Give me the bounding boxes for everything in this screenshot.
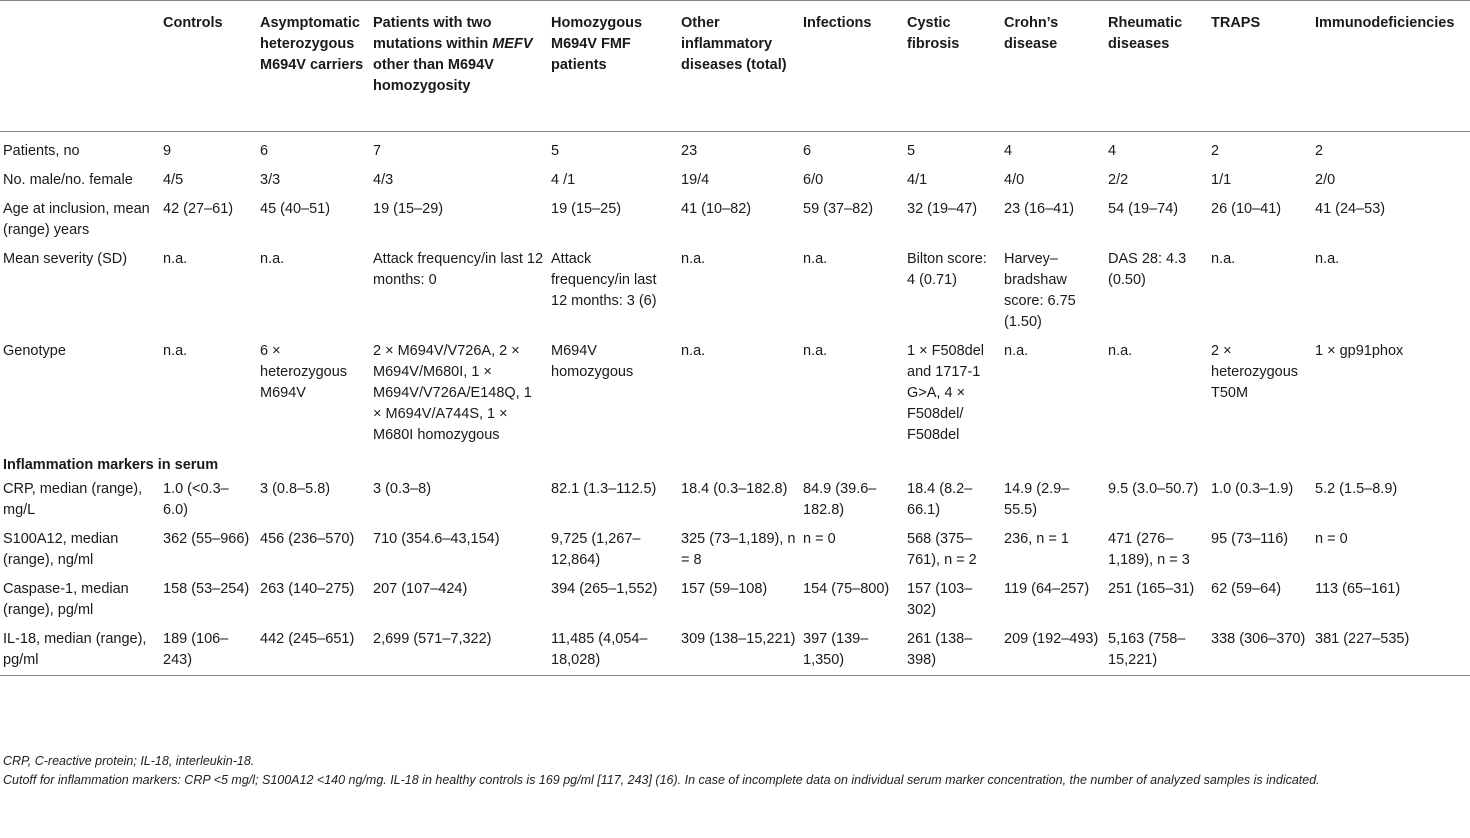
row-label: Genotype xyxy=(3,343,66,359)
table-cell: 4/0 xyxy=(1004,172,1025,188)
table-cell: 5 xyxy=(551,143,560,159)
table-cell: 325 (73–1,189), n = 8 xyxy=(681,531,796,568)
table-cell: Bilton score: 4 (0.71) xyxy=(907,251,987,288)
header-rheumatic: Rheumatic diseases xyxy=(1108,15,1183,52)
table-cell: 568 (375–761), n = 2 xyxy=(907,531,977,568)
table-cell: 82.1 (1.3–112.5) xyxy=(551,481,657,497)
table-cell: 23 (16–41) xyxy=(1004,201,1075,217)
table-cell: 42 (27–61) xyxy=(163,201,234,217)
table-cell: 261 (138–398) xyxy=(907,631,973,668)
table-cell: 1 × gp91phox xyxy=(1315,343,1404,359)
table-cell: Attack frequency/in last 12 months: 3 (6) xyxy=(551,251,657,309)
row-label: Patients, no xyxy=(3,143,80,159)
table-cell: 9,725 (1,267–12,864) xyxy=(551,531,641,568)
table-cell: 442 (245–651) xyxy=(260,631,355,647)
table-cell: 2 × M694V/V726A, 2 × M694V/M680I, 1 × M694V/V726A/E148Q, 1 × M694V/A744S, 1 × M680I homozygous xyxy=(373,343,532,443)
table-cell: n.a. xyxy=(163,343,188,359)
table-cell: 18.4 (0.3–182.8) xyxy=(681,481,788,497)
table-cell: 3 (0.3–8) xyxy=(373,481,432,497)
table-cell: 4 xyxy=(1108,143,1117,159)
row-label: Age at inclusion, mean (range) years xyxy=(3,201,150,238)
header-cystic-fibrosis: Cystic fibrosis xyxy=(907,15,960,52)
header-other-inflammatory: Other inflammatory diseases (total) xyxy=(681,15,787,73)
table-cell: n.a. xyxy=(803,251,828,267)
table-header xyxy=(0,1,1470,132)
table-row xyxy=(0,169,1470,198)
table-cell: 6 xyxy=(260,143,269,159)
table-cell: n.a. xyxy=(803,343,828,359)
table-cell: 19/4 xyxy=(681,172,710,188)
table-cell: DAS 28: 4.3 (0.50) xyxy=(1108,251,1187,288)
table-cell: n.a. xyxy=(1108,343,1133,359)
row-label: Caspase-1, median (range), pg/ml xyxy=(3,581,129,618)
header-two-mutations-part: Patients with two mutations within xyxy=(373,15,493,52)
table-cell: 95 (73–116) xyxy=(1211,531,1289,547)
table-cell: 263 (140–275) xyxy=(260,581,355,597)
header-infections: Infections xyxy=(803,15,872,31)
table-cell: 32 (19–47) xyxy=(907,201,978,217)
table-cell: 54 (19–74) xyxy=(1108,201,1179,217)
table-cell: 5 xyxy=(907,143,916,159)
table-cell: n.a. xyxy=(681,343,706,359)
table-cell: n = 0 xyxy=(803,531,836,547)
table-cell: 397 (139–1,350) xyxy=(803,631,869,668)
table-cell: 4/5 xyxy=(163,172,184,188)
table-cell: 209 (192–493) xyxy=(1004,631,1099,647)
section-row xyxy=(0,453,1470,478)
table-cell: 1.0 (0.3–1.9) xyxy=(1211,481,1294,497)
table-body xyxy=(0,132,1470,676)
section-label: Inflammation markers in serum xyxy=(3,457,219,473)
table-row xyxy=(0,198,1470,248)
table-notes xyxy=(3,752,1467,790)
table-cell: 236, n = 1 xyxy=(1004,531,1069,547)
header-row xyxy=(0,1,1470,132)
table-cell: 309 (138–15,221) xyxy=(681,631,796,647)
table-cell: 26 (10–41) xyxy=(1211,201,1282,217)
table-cell: n.a. xyxy=(1211,251,1236,267)
table-cell: 5.2 (1.5–8.9) xyxy=(1315,481,1398,497)
row-label: Mean severity (SD) xyxy=(3,251,128,267)
table-row xyxy=(0,248,1470,340)
table-cell: 23 xyxy=(681,143,698,159)
table-cell: 4/3 xyxy=(373,172,394,188)
header-controls: Controls xyxy=(163,15,223,31)
table-cell: Attack frequency/in last 12 months: 0 xyxy=(373,251,544,288)
table-cell: 158 (53–254) xyxy=(163,581,250,597)
table-cell: n = 0 xyxy=(1315,531,1348,547)
table-cell: 119 (64–257) xyxy=(1004,581,1090,597)
table-cell: 2 xyxy=(1211,143,1220,159)
table-cell: n.a. xyxy=(681,251,706,267)
table-cell: n.a. xyxy=(163,251,188,267)
table-cell: 4 /1 xyxy=(551,172,576,188)
header-immunodeficiencies: Immunodeficiencies xyxy=(1315,15,1455,31)
table-row xyxy=(0,528,1470,578)
table-cell: 6 × heterozygous M694V xyxy=(260,343,348,401)
table-cell: 4 xyxy=(1004,143,1013,159)
table-cell: 6 xyxy=(803,143,812,159)
header-two-mutations xyxy=(370,1,548,132)
table-cell: 45 (40–51) xyxy=(260,201,331,217)
table-cell: 113 (65–161) xyxy=(1315,581,1401,597)
table-cell: 3 (0.8–5.8) xyxy=(260,481,331,497)
table-cell: Harvey–bradshaw score: 6.75 (1.50) xyxy=(1004,251,1076,330)
cutoff-note: Cutoff for inflammation markers: CRP <5 mg/l; S100A12 <140 ng/mg. IL-18 in healthy controls is 169 pg/ml [117, 243] (16). In case of incomplete data on individual serum marker concentration, the number of analyzed samples is indicated. xyxy=(3,773,1320,787)
row-label: IL-18, median (range), pg/ml xyxy=(3,631,147,668)
table-cell: 471 (276–1,189), n = 3 xyxy=(1108,531,1190,568)
table-cell: 3/3 xyxy=(260,172,281,188)
table-cell: 11,485 (4,054–18,028) xyxy=(551,631,648,668)
header-two-mutations-part: other than M694V homozygosity xyxy=(373,57,494,94)
table-cell: 1/1 xyxy=(1211,172,1232,188)
table-cell: 59 (37–82) xyxy=(803,201,874,217)
table-cell: 19 (15–29) xyxy=(373,201,444,217)
table-cell: 41 (10–82) xyxy=(681,201,752,217)
table-cell: M694V homozygous xyxy=(551,343,634,380)
table-row xyxy=(0,478,1470,528)
header-crohns: Crohn’s disease xyxy=(1004,15,1059,52)
table-cell: 189 (106–243) xyxy=(163,631,229,668)
table-cell: 456 (236–570) xyxy=(260,531,355,547)
header-asymptomatic: Asymptomatic heterozygous M694V carriers xyxy=(260,15,364,73)
table-cell: 2/0 xyxy=(1315,172,1336,188)
table-row xyxy=(0,628,1470,676)
table-cell: 1 × F508del and 1717-1 G>A, 4 × F508del/ F508del xyxy=(907,343,984,443)
table-cell: 2 × heterozygous T50M xyxy=(1211,343,1299,401)
table-cell: 1.0 (<0.3–6.0) xyxy=(163,481,229,518)
header-traps: TRAPS xyxy=(1211,15,1261,31)
table-row xyxy=(0,578,1470,628)
table-cell: 338 (306–370) xyxy=(1211,631,1306,647)
table-cell: 9.5 (3.0–50.7) xyxy=(1108,481,1199,497)
table-cell: 394 (265–1,552) xyxy=(551,581,658,597)
table-cell: n.a. xyxy=(1004,343,1029,359)
table-cell: 7 xyxy=(373,143,382,159)
table-cell: 381 (227–535) xyxy=(1315,631,1410,647)
table-cell: 19 (15–25) xyxy=(551,201,622,217)
table-cell: 6/0 xyxy=(803,172,824,188)
table-cell: 2,699 (571–7,322) xyxy=(373,631,492,647)
table-cell: 2 xyxy=(1315,143,1324,159)
header-homozygous: Homozygous M694V FMF patients xyxy=(551,15,643,73)
table-cell: n.a. xyxy=(1315,251,1340,267)
abbreviations-note: CRP, C-reactive protein; IL-18, interleukin-18. xyxy=(3,754,255,768)
table-cell: 2/2 xyxy=(1108,172,1129,188)
table-cell: 14.9 (2.9–55.5) xyxy=(1004,481,1070,518)
header-two-mutations-gene: MEFV xyxy=(492,36,533,52)
table-cell: 84.9 (39.6–182.8) xyxy=(803,481,877,518)
table-cell: 4/1 xyxy=(907,172,928,188)
table-cell: 710 (354.6–43,154) xyxy=(373,531,500,547)
row-label: No. male/no. female xyxy=(3,172,133,188)
header-cell xyxy=(0,1,160,132)
table-cell: 157 (59–108) xyxy=(681,581,768,597)
table-cell: 362 (55–966) xyxy=(163,531,250,547)
table-cell: n.a. xyxy=(260,251,285,267)
table-cell: 251 (165–31) xyxy=(1108,581,1195,597)
table-cell: 157 (103–302) xyxy=(907,581,973,618)
row-label: CRP, median (range), mg/L xyxy=(3,481,143,518)
table-row xyxy=(0,132,1470,170)
table-cell: 41 (24–53) xyxy=(1315,201,1386,217)
table-cell: 9 xyxy=(163,143,172,159)
table-cell: 154 (75–800) xyxy=(803,581,890,597)
table-cell: 62 (59–64) xyxy=(1211,581,1282,597)
table-cell: 207 (107–424) xyxy=(373,581,468,597)
row-label: S100A12, median (range), ng/ml xyxy=(3,531,119,568)
table-row xyxy=(0,340,1470,453)
table-cell: 5,163 (758–15,221) xyxy=(1108,631,1186,668)
table-cell: 18.4 (8.2–66.1) xyxy=(907,481,973,518)
